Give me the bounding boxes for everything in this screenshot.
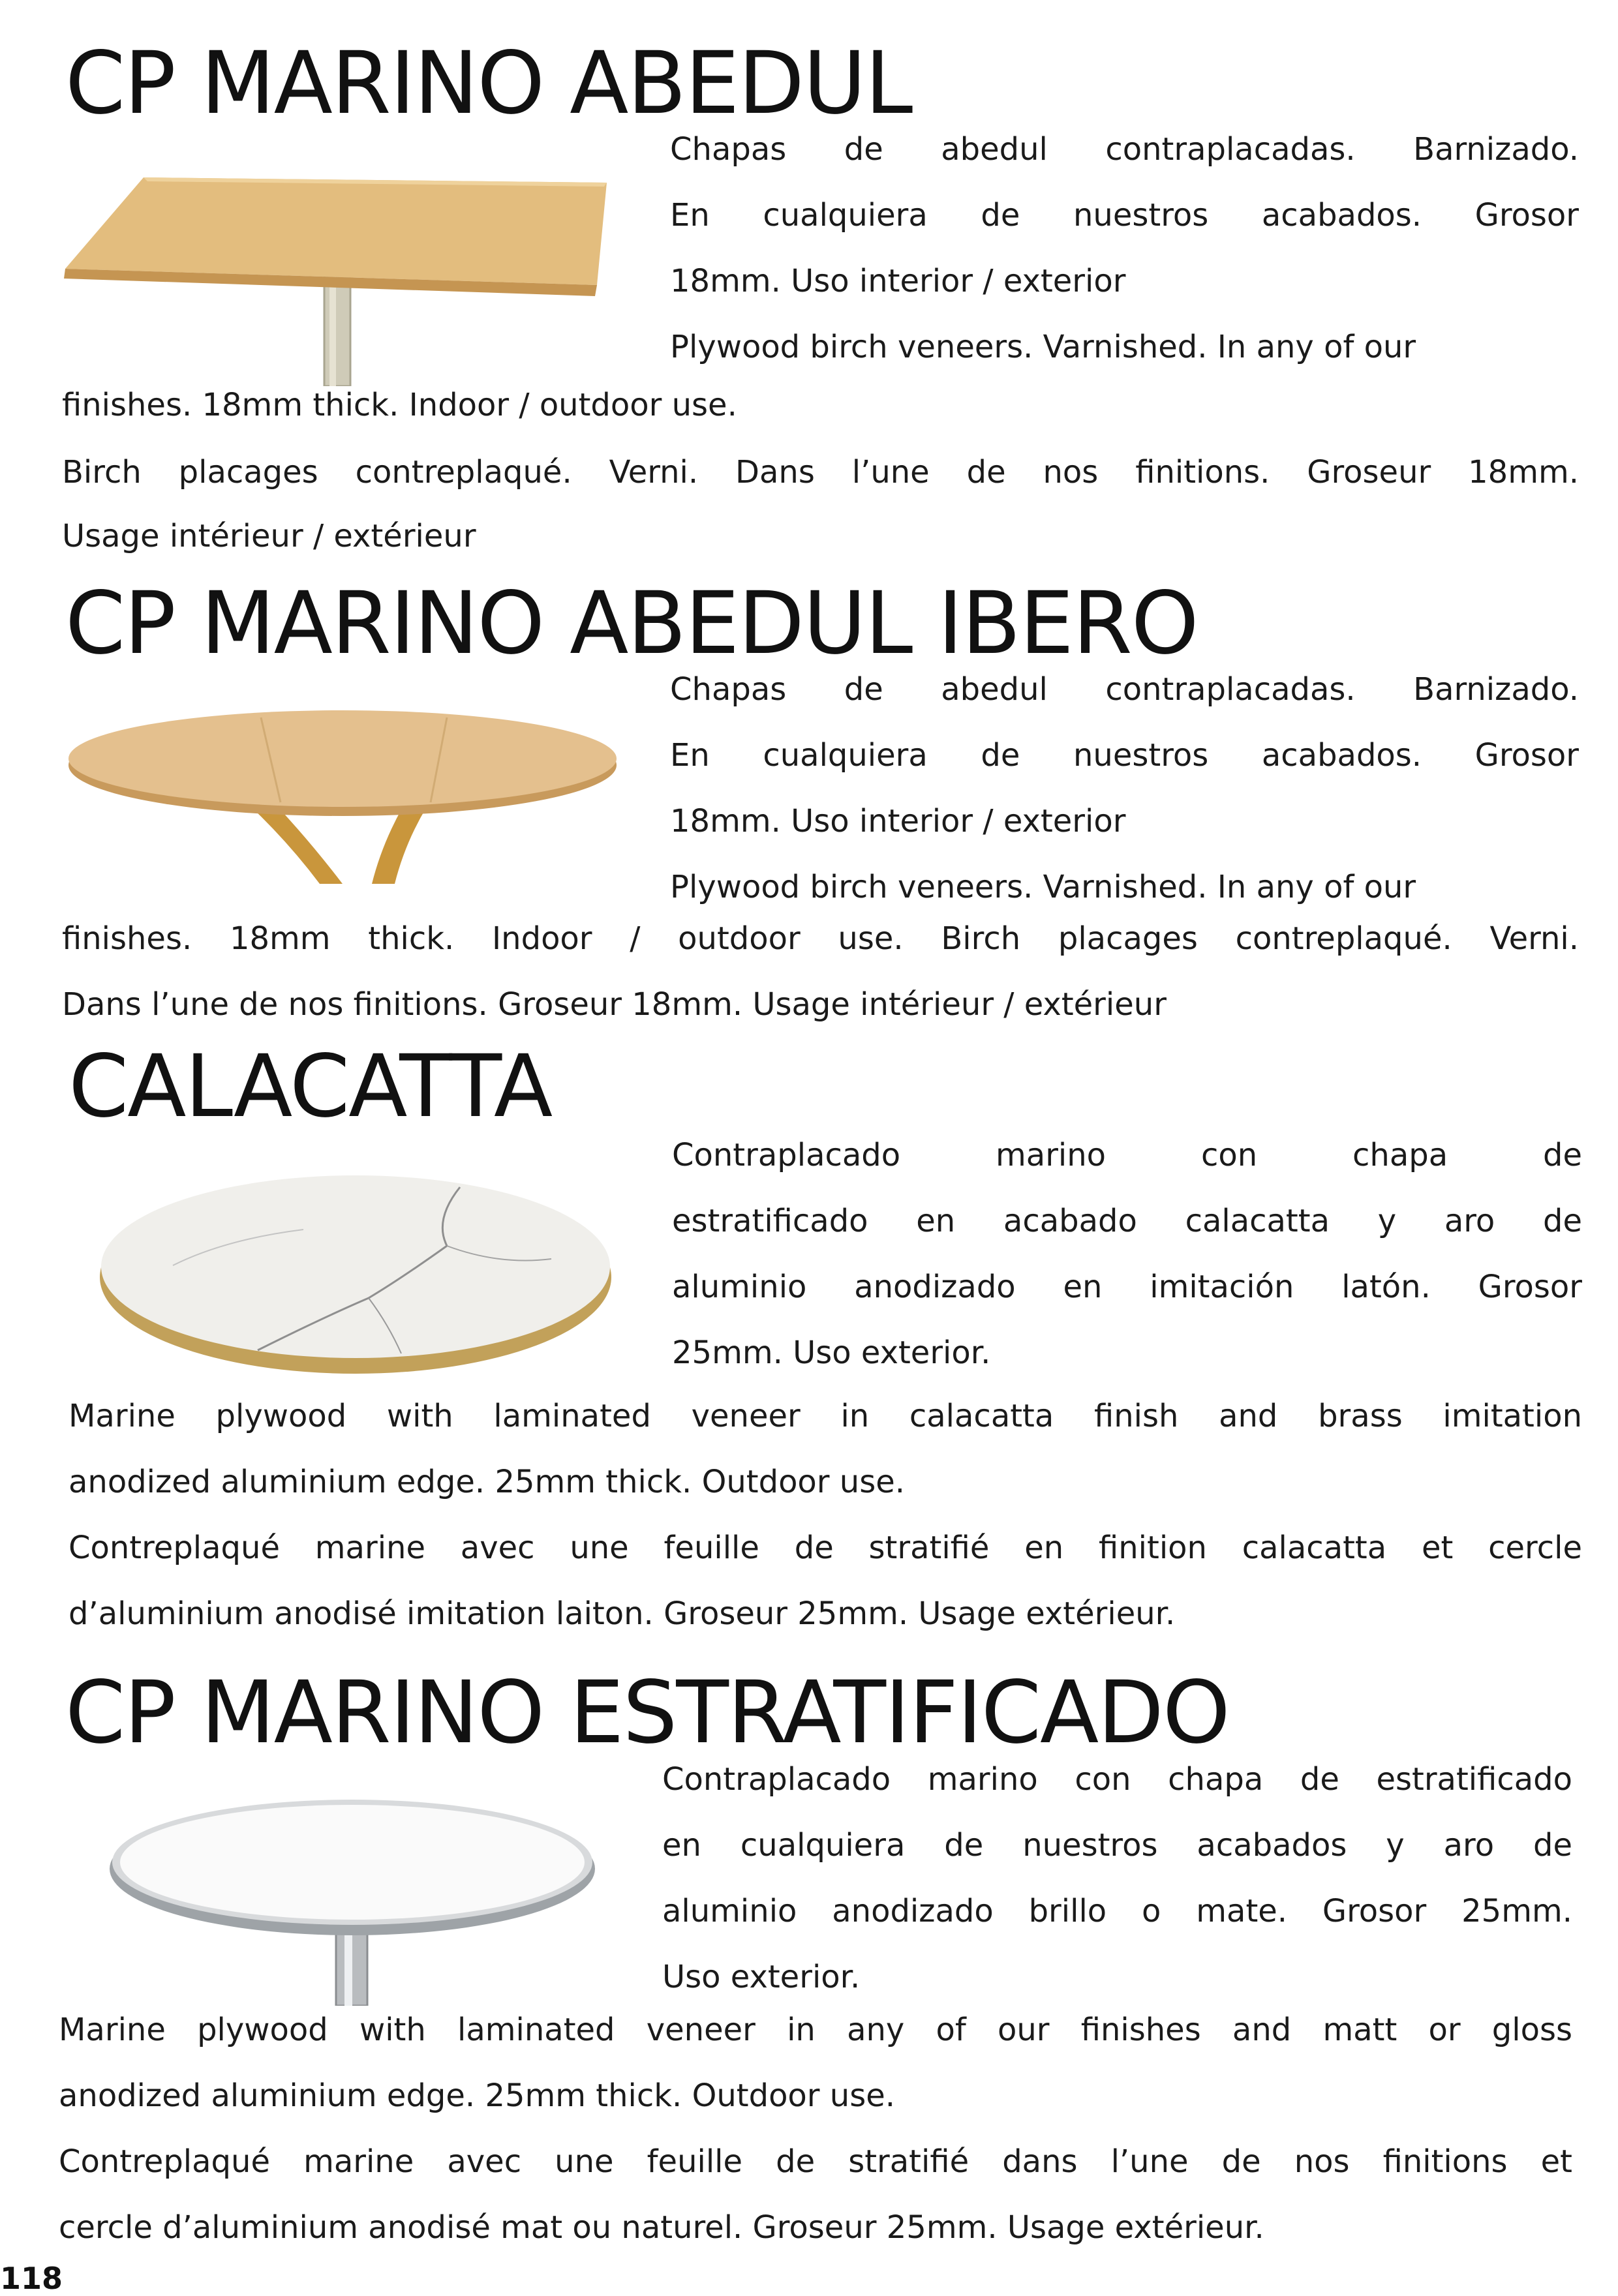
text-line: 18mm. Uso interior / exterior — [670, 263, 1126, 299]
text-line: Marine plywood with laminated veneer in calacatta finish and brass imitation — [69, 1398, 1582, 1434]
text-line: Plywood birch veneers. Varnished. In any of our — [670, 869, 1416, 905]
text-line: aluminio anodizado brillo o mate. Grosor 25mm. — [662, 1893, 1572, 1929]
text-line: 18mm. Uso interior / exterior — [670, 803, 1126, 839]
text-line: Chapas de abedul contraplacadas. Barnizado. — [670, 671, 1579, 708]
text-line: En cualquiera de nuestros acabados. Grosor — [670, 737, 1579, 774]
text-line: anodized aluminium edge. 25mm thick. Outdoor use. — [69, 1464, 906, 1500]
text-line: aluminio anodizado en imitación latón. Grosor — [672, 1269, 1582, 1305]
text-line: d’aluminium anodisé imitation laiton. Groseur 25mm. Usage extérieur. — [69, 1595, 1176, 1632]
text-line: Contreplaqué marine avec une feuille de stratifié dans l’une de nos finitions et — [59, 2143, 1572, 2180]
section-title-cp-marino-abedul-ibero: CP MARINO ABEDUL IBERO — [65, 573, 1198, 674]
text-line: Birch placages contreplaqué. Verni. Dans l’une de nos finitions. Groseur 18mm. — [62, 454, 1579, 491]
text-line: Marine plywood with laminated veneer in any of our finishes and matt or gloss — [59, 2012, 1572, 2048]
text-line: cercle d’aluminium anodisé mat ou naturel. Groseur 25mm. Usage extérieur. — [59, 2209, 1264, 2246]
calacatta-marble-table-top-image — [95, 1168, 617, 1376]
text-line: Contraplacado marino con chapa de estratificado — [662, 1761, 1572, 1798]
text-line: finishes. 18mm thick. Indoor / outdoor use. Birch placages contreplaqué. Verni. — [62, 920, 1579, 957]
page-number: 118 — [0, 2261, 63, 2296]
text-line: Contreplaqué marine avec une feuille de stratifié en finition calacatta et cercle — [69, 1530, 1582, 1566]
text-line: estratificado en acabado calacatta y aro de — [672, 1203, 1582, 1239]
section-title-calacatta: CALACATTA — [69, 1036, 552, 1137]
section-title-cp-marino-estratificado: CP MARINO ESTRATIFICADO — [65, 1663, 1229, 1763]
text-line: Dans l’une de nos finitions. Groseur 18mm. Usage intérieur / extérieur — [62, 986, 1167, 1023]
text-line: Usage intérieur / extérieur — [62, 518, 476, 554]
text-line: anodized aluminium edge. 25mm thick. Outdoor use. — [59, 2077, 896, 2114]
text-line: finishes. 18mm thick. Indoor / outdoor use. — [62, 387, 737, 423]
text-line: Contraplacado marino con chapa de — [672, 1137, 1582, 1173]
text-line: en cualquiera de nuestros acabados y aro de — [662, 1827, 1572, 1864]
text-line: Chapas de abedul contraplacadas. Barnizado. — [670, 131, 1579, 168]
round-birch-table-top-image — [65, 708, 620, 884]
laminated-table-top-image — [104, 1797, 600, 2006]
text-line: Plywood birch veneers. Varnished. In any of our — [670, 329, 1416, 365]
section-title-cp-marino-abedul: CP MARINO ABEDUL — [65, 33, 912, 134]
text-line: En cualquiera de nuestros acabados. Grosor — [670, 197, 1579, 234]
text-line: 25mm. Uso exterior. — [672, 1335, 991, 1371]
square-birch-table-top-image — [59, 171, 646, 386]
text-line: Uso exterior. — [662, 1959, 861, 1995]
